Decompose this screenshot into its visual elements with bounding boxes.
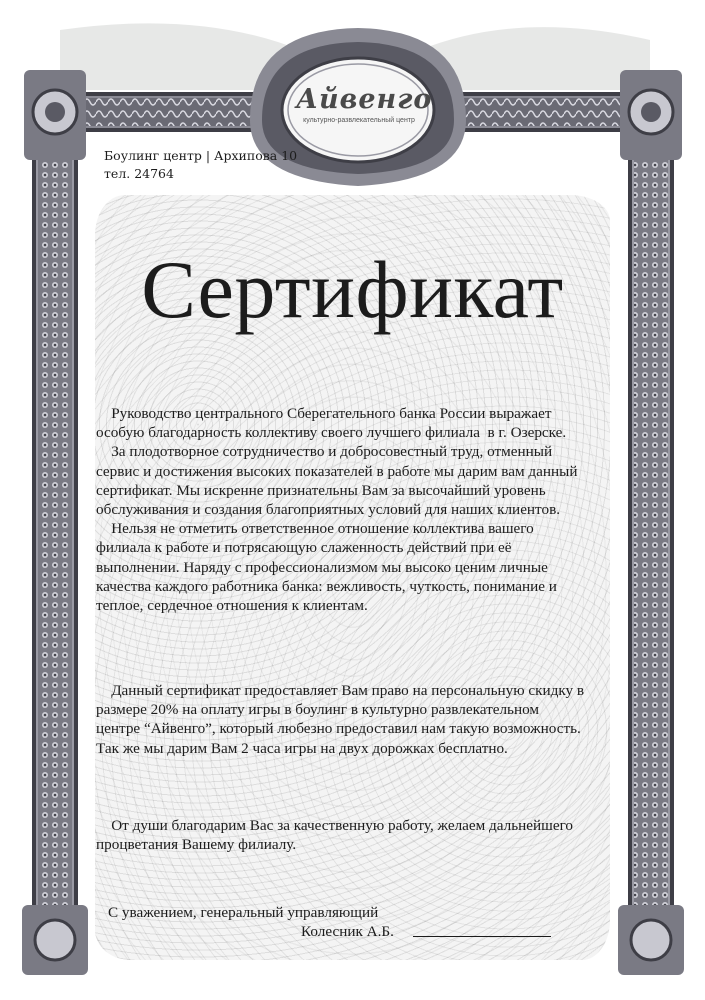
text-line: качества каждого работника банка: вежливость, чуткость, понимание и	[96, 577, 557, 595]
text-line: теплое, сердечное отношения к клиентам.	[96, 597, 368, 615]
text-line: сертификат. Мы искренне признательны Вам за высочайший уровень	[96, 481, 546, 499]
text-line: процветания Вашему филиалу.	[96, 836, 297, 854]
contact-address: Боулинг центр | Архипова 10	[104, 148, 298, 163]
signature-line	[413, 936, 551, 937]
text-line: Руководство центрального Сберегательного банка России выражает	[96, 405, 552, 422]
text-line: От души благодарим Вас за качественную работу, желаем дальнейшего	[96, 817, 574, 834]
signature-position: С уважением, генеральный управляющий	[108, 904, 379, 921]
text-line: Так же мы дарим Вам 2 часа игры на двух дорожках бесплатно.	[96, 739, 508, 757]
logo-tagline: культурно-развлекательный центр	[303, 117, 415, 124]
text-line: сервис и достижения высоких показателей в работе мы дарим вам данный	[96, 462, 578, 480]
text-line: центре “Айвенго”, который любезно предоставил нам такую возможность.	[96, 720, 581, 738]
text-line: обслуживания и создания благоприятных условий для наших клиентов.	[96, 501, 561, 519]
paragraph-thanks	[96, 816, 611, 854]
text-line: За плодотворное сотрудничество и добросовестный труд, отменный	[96, 443, 553, 461]
text-line: размере 20% на оплату игры в боулинг в культурно развлекательном	[96, 701, 539, 719]
text-line: Данный сертификат предоставляет Вам право на персональную скидку в	[96, 682, 585, 699]
text-line: Нельзя не отметить ответственное отношение коллектива вашего	[96, 520, 534, 538]
text-line: особую благодарность коллективу своего лучшего филиала в г. Озерске.	[96, 424, 567, 442]
certificate-title: Сертификат	[141, 244, 564, 335]
signature-name: Колесник А.Б.	[301, 923, 394, 940]
contact-phone: тел. 24764	[104, 166, 174, 181]
paragraph-gratitude	[96, 404, 611, 615]
logo-name: Айвенго	[296, 84, 433, 115]
text-line: выполнении. Наряду с профессионализмом мы высоко ценим личные	[96, 558, 548, 576]
text-line: филиала к работе и потрясающую слаженность действий при её	[96, 539, 512, 557]
paragraph-discount	[96, 681, 611, 758]
